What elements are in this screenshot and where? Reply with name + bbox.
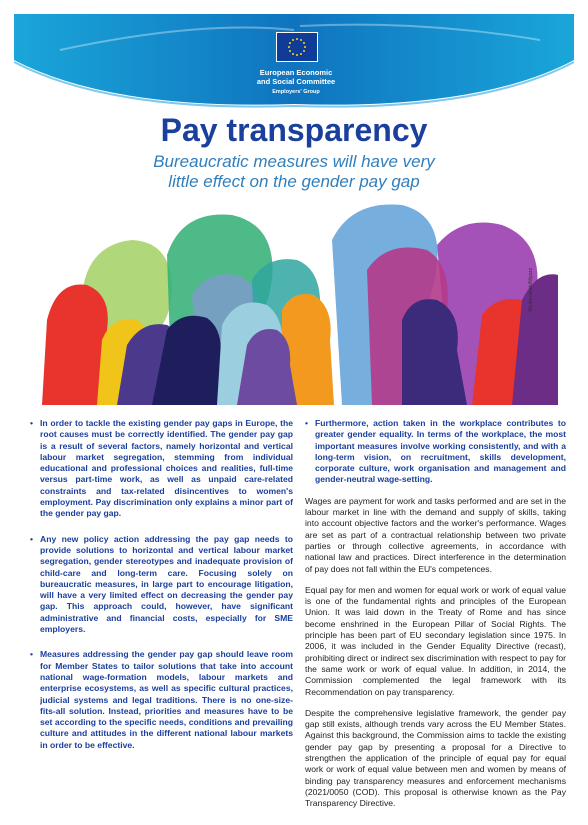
- bullet-icon: •: [305, 418, 309, 428]
- photo-credit: Shutterstock/Niyazz: [528, 267, 534, 312]
- header-banner: [0, 0, 588, 110]
- organisation-name: [230, 68, 362, 97]
- subtitle-line2: little effect on the gender pay gap: [168, 172, 420, 191]
- bullet-icon: •: [30, 649, 34, 660]
- right-column: [305, 418, 566, 820]
- bullet-icon: •: [30, 533, 34, 544]
- silhouettes-illustration: [42, 200, 558, 405]
- bullet-text: Furthermore, action taken in the workplace contributes to greater gender equality. In terms of the workplace, the most important measures involve working consistently, and with a long-term vision, on recruitment, skills development, corporate culture, work organisation and management and gender-neutral wage-setting.: [315, 418, 566, 485]
- body-paragraph: Despite the comprehensive legislative framework, the gender pay gap still exists, although trends vary across the EU Member States. Against this background, the Commission aims to tackle the existing gender pay gap by presenting a proposal for a Directive to strengthen the application of the principle of equal pay for equal work or work of equal value between men and women by means of binding pay transparency measures and enforcement mechanisms (2021/0050 (COD). This proposal is otherwise known as the Pay Transparency Directive.: [305, 707, 566, 809]
- org-name-line1: European Economic: [259, 68, 333, 77]
- bullet-text: Measures addressing the gender pay gap should leave room for Member States to tailor solutions that take into account national wage-formation models, labour markets and enterprise ecosystems, as well as specific cultural practices, judicial systems and legal traditions. There is no one-size-fits-all solution. Instead, priorities and measures have to be set according to the specific needs, conditions and prevailing culture and attitudes in the different national labour markets in order to be effective.: [40, 649, 293, 750]
- group-name: Employers' Group: [272, 89, 320, 95]
- subtitle-line1: Bureaucratic measures will have very: [153, 152, 435, 171]
- bullet-point: [30, 418, 293, 520]
- bullet-text: In order to tackle the existing gender pay gaps in Europe, the root causes must be correctly identified. The gender pay gap is a result of several factors, namely horizontal and vertical labour market segregation, stemming from individual educational and professional choices and realities, full-time versus part-time work, as well as unpaid care-related constraints and tax-related disincentives to women's employment. Pay discrimination only explains a minor part of the gender pay gap.: [40, 418, 293, 519]
- page-title: Pay transparency: [160, 112, 428, 148]
- bullet-point: [30, 534, 293, 636]
- bullet-icon: •: [30, 418, 34, 428]
- stars-icon: [277, 33, 317, 61]
- bullet-text: Any new policy action addressing the pay gap needs to provide solutions to horizontal and vertical labour market segregation, gender stereotypes and inadequate provision of child-care and long-term care. Focusing solely on bureaucratic measures, in large part to encourage litigation, will have a very limited effect on decreasing the gender pay gap. This approach could, however, have significant administrative and financial costs, especially for SME employers.: [40, 533, 293, 635]
- page-subtitle: [0, 152, 588, 192]
- body-paragraph: Wages are payment for work and tasks performed and are set in the labour market in line with the demand and supply of skills, taking into account objective factors and the worker's performance. Wages are set as part of a contractual relationship between two private parties or through collective agreements, in accordance with national law and practices. Direct interference in the determination of pay does not fall within the EU's competences.: [305, 495, 566, 574]
- eu-flag-logo: [276, 32, 318, 62]
- org-name-line2: and Social Committee: [256, 77, 336, 86]
- bullet-point: [305, 418, 566, 486]
- left-column: [30, 418, 293, 765]
- body-paragraph: Equal pay for men and women for equal work or work of equal value is one of the fundamental rights and principles of the European Union. It was laid down in the Treaty of Rome and has since become enshrined in the European Pillar of Social Rights. The principle has been part of EU secondary legislation since 1975. In 2006, it was included in the Gender Equality Directive (recast), prohibiting direct or indirect sex discrimination with respect to pay for the same work or work of equal value. In addition, in 2014, the Commission complemented the legal framework with its Recommendation on pay transparency.: [305, 584, 566, 697]
- bullet-point: [30, 649, 293, 751]
